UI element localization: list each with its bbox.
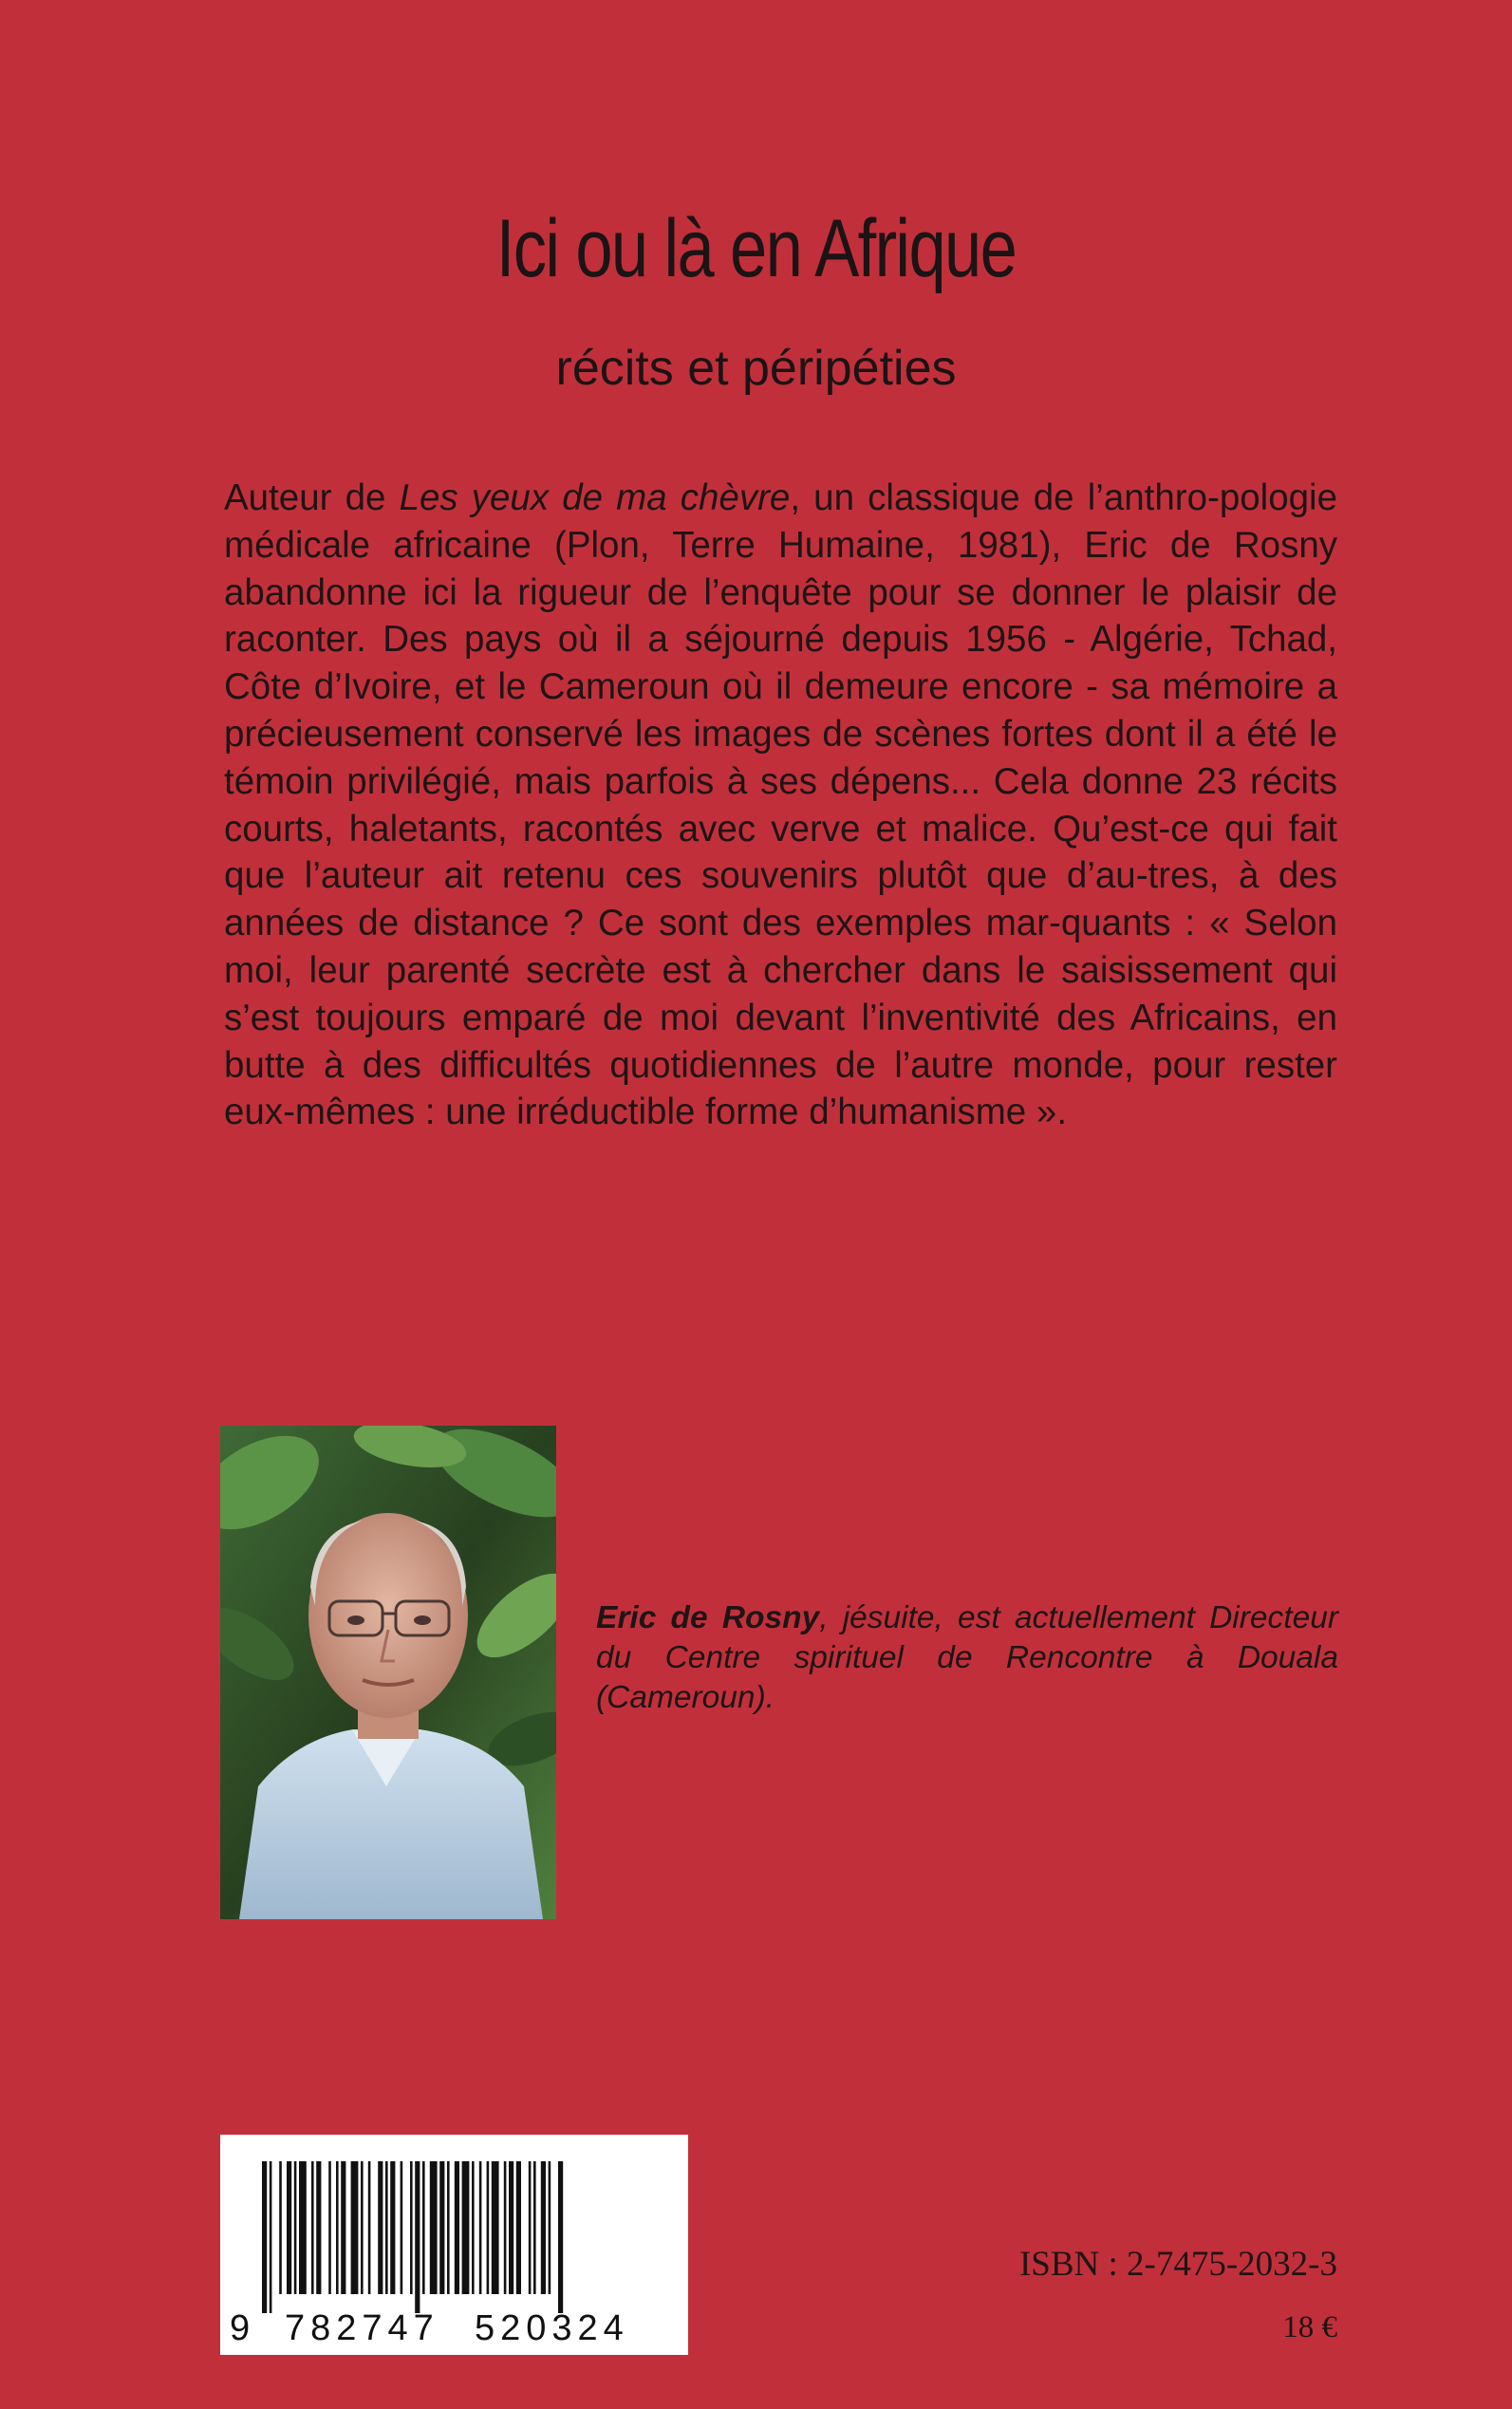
barcode-bar	[462, 2161, 470, 2294]
isbn-number: ISBN : 2-7475-2032-3	[1018, 2245, 1337, 2284]
barcode-bar	[516, 2161, 521, 2294]
barcode-bar	[549, 2161, 551, 2294]
barcode-bar	[479, 2161, 482, 2294]
barcode-bar	[351, 2161, 359, 2294]
barcode-bar	[472, 2161, 475, 2294]
book-title: Ici ou là en Afrique	[495, 203, 1017, 294]
barcode-bar	[487, 2161, 490, 2294]
barcode-bar	[299, 2161, 307, 2294]
barcode-bar	[287, 2161, 291, 2294]
barcode-bar	[385, 2161, 388, 2294]
barcode-lead-digit: 9	[230, 2308, 256, 2348]
barcode-bar	[529, 2161, 532, 2294]
barcode-bar	[430, 2161, 438, 2294]
barcode-group-2: 520324	[475, 2308, 629, 2348]
barcode-bar	[422, 2161, 425, 2294]
barcode-bar	[410, 2161, 413, 2294]
barcode-bar	[415, 2161, 420, 2313]
barcode-group-1: 782747	[285, 2308, 439, 2348]
barcode-bar	[328, 2161, 331, 2294]
barcode-bar	[368, 2161, 371, 2294]
barcode-bar	[311, 2161, 314, 2294]
barcode-bar	[401, 2161, 403, 2294]
price: 18 €	[1282, 2310, 1337, 2344]
author-bio-text: , jésuite, est actuellement Directeur du Centre spirituel de Rencontre à Douala (Cameroun).	[596, 1600, 1338, 1715]
author-bio	[596, 1598, 1338, 1718]
author-photo	[220, 1426, 556, 1919]
barcode-bar	[262, 2161, 267, 2313]
barcode-bar	[533, 2161, 536, 2294]
blurb-body: , un classique de l’anthro-pologie médicale africaine (Plon, Terre Humaine, 1981), Eric de Rosny abandonne ici la rigueur de l’enquête pour se donner le plaisir de raconter. Des pays où il a séjourné depuis 1956 - Algérie, Tchad, Côte d’Ivoire, et le Cameroun où il demeure encore - sa mémoire a précieusement conservé les images de scènes fortes dont il a été le témoin privilégié, mais parfois à ses dépens... Cela donne 23 récits courts, haletants, racontés avec verve et malice. Qu’est-ce qui fait que l’auteur ait retenu ces souvenirs plutôt que d’au-tres, à des années de distance ? Ce sont des exemples mar-quants : « Selon moi, leur parenté secrète est à chercher dans le saisissement qui s’est toujours emparé de moi devant l’inventivité des Africains, en butte à des difficultés quotidiennes de l’autre monde, pour rester eux-mêmes : une irréductible forme d’humanisme ».	[224, 477, 1337, 1133]
blurb-intro: Auteur de	[224, 477, 400, 518]
barcode-bar	[447, 2161, 450, 2294]
barcode-bar	[541, 2161, 546, 2294]
cited-book-title: Les yeux de ma chèvre	[399, 477, 791, 518]
barcode-bar	[336, 2161, 339, 2294]
barcode-bar	[492, 2161, 499, 2294]
barcode-bar	[558, 2161, 563, 2313]
barcode-bar	[509, 2161, 513, 2294]
barcode-bar	[361, 2161, 364, 2294]
barcode-bar	[341, 2161, 345, 2294]
barcode-bar	[455, 2161, 459, 2294]
barcode-bar	[279, 2161, 282, 2294]
barcode-bar	[378, 2161, 383, 2294]
book-subtitle: récits et péripéties	[555, 341, 957, 396]
author-name: Eric de Rosny	[596, 1600, 820, 1635]
barcode-bar	[439, 2161, 444, 2294]
barcode-bar	[504, 2161, 507, 2294]
barcode-bar	[294, 2161, 297, 2294]
barcode-bar	[316, 2161, 321, 2294]
barcode-bar	[270, 2161, 272, 2313]
barcode	[220, 2135, 688, 2355]
barcode-bar	[390, 2161, 395, 2294]
back-cover-blurb	[224, 475, 1337, 1136]
